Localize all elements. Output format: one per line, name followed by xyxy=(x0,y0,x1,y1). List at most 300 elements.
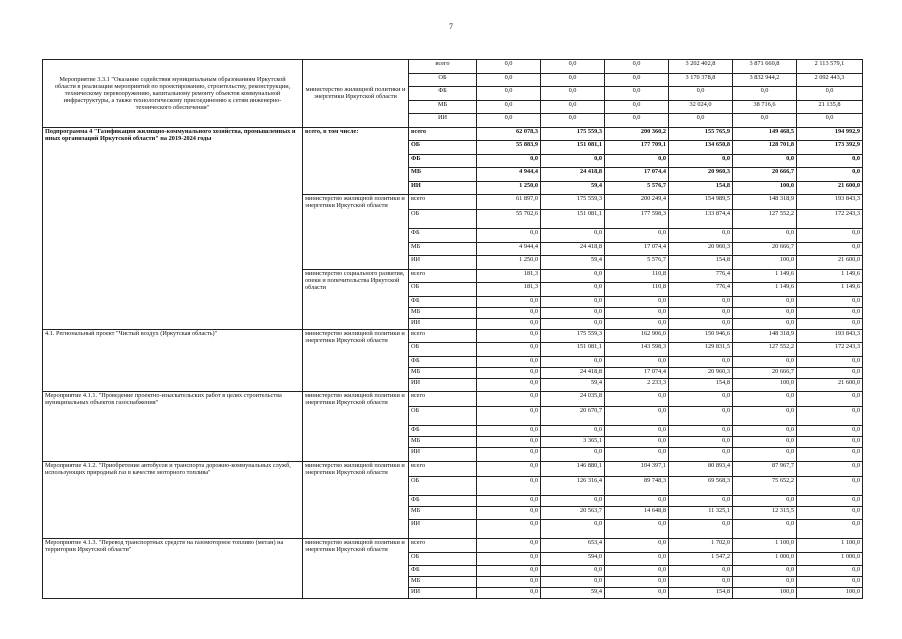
measure-name-cell: Мероприятие 4.1.1. "Проведение проектно-изыскательских работ в целях строительства муниципальных объектов газоснабжения" xyxy=(43,392,303,462)
funding-source-cell: ИИ xyxy=(409,181,477,195)
amount-cell: 134 650,8 xyxy=(669,141,733,155)
amount-cell: 0,0 xyxy=(605,307,669,318)
funding-source-cell: ИИ xyxy=(409,256,477,270)
amount-cell: 776,4 xyxy=(669,283,733,297)
amount-cell: 0,0 xyxy=(541,520,605,539)
amount-cell: 154,8 xyxy=(669,256,733,270)
amount-cell: 0,0 xyxy=(605,114,669,128)
amount-cell: 0,0 xyxy=(797,87,863,101)
amount-cell: 0,0 xyxy=(477,448,541,462)
amount-cell: 0,0 xyxy=(669,356,733,367)
amount-cell: 0,0 xyxy=(605,520,669,539)
amount-cell: 0,0 xyxy=(541,114,605,128)
amount-cell: 20 960,3 xyxy=(669,367,733,378)
amount-cell: 20 666,7 xyxy=(733,168,797,182)
amount-cell: 0,0 xyxy=(605,60,669,74)
amount-cell: 0,0 xyxy=(541,100,605,114)
amount-cell: 0,0 xyxy=(477,577,541,588)
amount-cell: 0,0 xyxy=(477,566,541,577)
amount-cell: 100,0 xyxy=(797,588,863,599)
amount-cell: 0,0 xyxy=(541,307,605,318)
measure-name-cell: Мероприятие 4.1.3. "Перевод транспортных средств на газомоторное топливо (метан) на территории Иркутской области" xyxy=(43,539,303,599)
amount-cell: 148 318,9 xyxy=(733,329,797,343)
amount-cell: 21 135,8 xyxy=(797,100,863,114)
amount-cell: 1 100,0 xyxy=(733,539,797,553)
amount-cell: 193 843,3 xyxy=(797,329,863,343)
amount-cell: 89 748,3 xyxy=(605,476,669,495)
amount-cell: 0,0 xyxy=(477,87,541,101)
amount-cell: 1 250,0 xyxy=(477,181,541,195)
funding-source-cell: ФБ xyxy=(409,495,477,506)
amount-cell: 0,0 xyxy=(477,539,541,553)
amount-cell: 172 243,3 xyxy=(797,343,863,357)
amount-cell: 181,3 xyxy=(477,269,541,283)
measure-name-cell: Мероприятие 4.1.2. "Приобретение автобусов и транспорта дорожно-коммунальных служб, использующих природный газ в качестве моторного топлива" xyxy=(43,461,303,539)
executor-cell: министерство жилищной политики и энергетики Иркутской области xyxy=(303,329,409,392)
amount-cell: 0,0 xyxy=(605,552,669,566)
funding-source-cell: ИИ xyxy=(409,378,477,392)
amount-cell: 0,0 xyxy=(477,495,541,506)
amount-cell: 0,0 xyxy=(733,520,797,539)
amount-cell: 0,0 xyxy=(541,87,605,101)
amount-cell: 154 989,5 xyxy=(669,195,733,210)
table-row xyxy=(43,127,863,141)
amount-cell: 1 149,6 xyxy=(797,283,863,297)
funding-source-cell: МБ xyxy=(409,242,477,256)
funding-source-cell: всего xyxy=(409,127,477,141)
amount-cell: 0,0 xyxy=(669,87,733,101)
amount-cell: 80 893,4 xyxy=(669,461,733,476)
amount-cell: 0,0 xyxy=(541,577,605,588)
amount-cell: 0,0 xyxy=(605,426,669,437)
amount-cell: 0,0 xyxy=(477,552,541,566)
subprogram-name-cell: Подпрограмма 4 "Газификация жилищно-коммунального хозяйства, промышленных и иных организаций Иркутской области" на 2019-2024 годы xyxy=(43,127,303,329)
table-row xyxy=(43,461,863,476)
amount-cell: 0,0 xyxy=(541,269,605,283)
amount-cell: 200 360,2 xyxy=(605,127,669,141)
amount-cell: 0,0 xyxy=(477,318,541,329)
amount-cell: 4 944,4 xyxy=(477,242,541,256)
measure-name-cell: Мероприятие 3.3.1 "Оказание содействия муниципальным образованиям Иркутской области в реализации мероприятий по проектированию, строительству, реконструкции, техническому перевооружению, капитальному ремонту объектов коммунальной инфраструктуры, а также технологическому присоединению к сетям инженерно-технического обеспечения" xyxy=(43,60,303,128)
amount-cell: 0,0 xyxy=(477,437,541,448)
amount-cell: 175 559,3 xyxy=(541,195,605,210)
amount-cell: 0,0 xyxy=(797,229,863,243)
amount-cell: 0,0 xyxy=(477,296,541,307)
amount-cell: 0,0 xyxy=(541,229,605,243)
amount-cell: 20 670,7 xyxy=(541,407,605,426)
amount-cell: 0,0 xyxy=(477,378,541,392)
funding-source-cell: ФБ xyxy=(409,356,477,367)
amount-cell: 0,0 xyxy=(477,154,541,168)
funding-source-cell: МБ xyxy=(409,506,477,520)
amount-cell: 1 702,0 xyxy=(669,539,733,553)
amount-cell: 55 883,9 xyxy=(477,141,541,155)
amount-cell: 0,0 xyxy=(669,407,733,426)
amount-cell: 11 325,1 xyxy=(669,506,733,520)
amount-cell: 3 832 944,2 xyxy=(733,73,797,87)
amount-cell: 0,0 xyxy=(477,520,541,539)
amount-cell: 24 418,8 xyxy=(541,168,605,182)
amount-cell: 5 576,7 xyxy=(605,181,669,195)
amount-cell: 5 576,7 xyxy=(605,256,669,270)
amount-cell: 1 547,2 xyxy=(669,552,733,566)
funding-source-cell: ФБ xyxy=(409,296,477,307)
amount-cell: 129 831,5 xyxy=(669,343,733,357)
amount-cell: 0,0 xyxy=(733,566,797,577)
amount-cell: 0,0 xyxy=(797,448,863,462)
amount-cell: 1 149,6 xyxy=(733,269,797,283)
amount-cell: 2 113 579,1 xyxy=(797,60,863,74)
amount-cell: 154,8 xyxy=(669,378,733,392)
amount-cell: 0,0 xyxy=(733,426,797,437)
amount-cell: 0,0 xyxy=(669,307,733,318)
amount-cell: 1 000,0 xyxy=(733,552,797,566)
amount-cell: 594,0 xyxy=(541,552,605,566)
funding-source-cell: ФБ xyxy=(409,566,477,577)
amount-cell: 14 648,8 xyxy=(605,506,669,520)
amount-cell: 0,0 xyxy=(541,283,605,297)
amount-cell: 181,3 xyxy=(477,283,541,297)
amount-cell: 0,0 xyxy=(733,114,797,128)
amount-cell: 0,0 xyxy=(797,168,863,182)
amount-cell: 20 960,3 xyxy=(669,242,733,256)
amount-cell: 154,8 xyxy=(669,181,733,195)
amount-cell: 0,0 xyxy=(669,577,733,588)
amount-cell: 143 598,3 xyxy=(605,343,669,357)
amount-cell: 0,0 xyxy=(797,367,863,378)
amount-cell: 0,0 xyxy=(797,114,863,128)
amount-cell: 151 081,1 xyxy=(541,210,605,229)
amount-cell: 32 024,0 xyxy=(669,100,733,114)
amount-cell: 151 081,1 xyxy=(541,343,605,357)
amount-cell: 21 600,0 xyxy=(797,256,863,270)
amount-cell: 0,0 xyxy=(669,426,733,437)
amount-cell: 0,0 xyxy=(797,566,863,577)
amount-cell: 0,0 xyxy=(477,588,541,599)
amount-cell: 1 000,0 xyxy=(797,552,863,566)
amount-cell: 3 170 378,8 xyxy=(669,73,733,87)
amount-cell: 200 249,4 xyxy=(605,195,669,210)
executor-cell: министерство социального развития, опеки и попечительства Иркутской области xyxy=(303,269,409,329)
amount-cell: 59,4 xyxy=(541,181,605,195)
amount-cell: 162 906,0 xyxy=(605,329,669,343)
amount-cell: 3 365,1 xyxy=(541,437,605,448)
amount-cell: 0,0 xyxy=(797,318,863,329)
amount-cell: 0,0 xyxy=(669,520,733,539)
amount-cell: 0,0 xyxy=(669,392,733,407)
amount-cell: 194 992,9 xyxy=(797,127,863,141)
amount-cell: 177 598,3 xyxy=(605,210,669,229)
amount-cell: 0,0 xyxy=(541,296,605,307)
amount-cell: 0,0 xyxy=(669,114,733,128)
amount-cell: 38 716,6 xyxy=(733,100,797,114)
budget-table xyxy=(42,59,863,599)
funding-source-cell: МБ xyxy=(409,307,477,318)
funding-source-cell: ИИ xyxy=(409,114,477,128)
amount-cell: 0,0 xyxy=(797,426,863,437)
executor-total-cell: всего, в том числе: xyxy=(303,127,409,195)
funding-source-cell: ФБ xyxy=(409,426,477,437)
amount-cell: 2 092 443,3 xyxy=(797,73,863,87)
amount-cell: 0,0 xyxy=(733,229,797,243)
amount-cell: 0,0 xyxy=(605,100,669,114)
funding-source-cell: МБ xyxy=(409,168,477,182)
amount-cell: 0,0 xyxy=(733,407,797,426)
funding-source-cell: МБ xyxy=(409,577,477,588)
funding-source-cell: всего xyxy=(409,392,477,407)
amount-cell: 776,4 xyxy=(669,269,733,283)
amount-cell: 0,0 xyxy=(541,448,605,462)
amount-cell: 0,0 xyxy=(797,520,863,539)
amount-cell: 0,0 xyxy=(733,356,797,367)
amount-cell: 0,0 xyxy=(733,577,797,588)
amount-cell: 126 316,4 xyxy=(541,476,605,495)
amount-cell: 151 081,1 xyxy=(541,141,605,155)
amount-cell: 4 944,4 xyxy=(477,168,541,182)
amount-cell: 0,0 xyxy=(541,60,605,74)
funding-source-cell: всего xyxy=(409,461,477,476)
amount-cell: 0,0 xyxy=(605,87,669,101)
amount-cell: 175 559,3 xyxy=(541,329,605,343)
funding-source-cell: ОБ xyxy=(409,407,477,426)
amount-cell: 175 559,3 xyxy=(541,127,605,141)
amount-cell: 24 035,8 xyxy=(541,392,605,407)
amount-cell: 0,0 xyxy=(541,73,605,87)
funding-source-cell: ИИ xyxy=(409,588,477,599)
amount-cell: 0,0 xyxy=(477,73,541,87)
funding-source-cell: всего xyxy=(409,329,477,343)
amount-cell: 20 960,3 xyxy=(669,168,733,182)
amount-cell: 59,4 xyxy=(541,378,605,392)
amount-cell: 0,0 xyxy=(797,154,863,168)
amount-cell: 59,4 xyxy=(541,256,605,270)
funding-source-cell: ФБ xyxy=(409,229,477,243)
amount-cell: 0,0 xyxy=(669,318,733,329)
amount-cell: 0,0 xyxy=(605,73,669,87)
measure-name-cell: 4.1. Региональный проект "Чистый воздух (Иркутская область)" xyxy=(43,329,303,392)
amount-cell: 0,0 xyxy=(797,407,863,426)
amount-cell: 17 074,4 xyxy=(605,367,669,378)
amount-cell: 1 100,0 xyxy=(797,539,863,553)
amount-cell: 0,0 xyxy=(605,437,669,448)
amount-cell: 0,0 xyxy=(477,407,541,426)
executor-cell: министерство жилищной политики и энергетики Иркутской области xyxy=(303,392,409,462)
amount-cell: 0,0 xyxy=(797,296,863,307)
funding-source-cell: ОБ xyxy=(409,73,477,87)
amount-cell: 0,0 xyxy=(541,495,605,506)
amount-cell: 104 397,1 xyxy=(605,461,669,476)
amount-cell: 75 652,2 xyxy=(733,476,797,495)
amount-cell: 0,0 xyxy=(669,154,733,168)
amount-cell: 0,0 xyxy=(477,343,541,357)
amount-cell: 0,0 xyxy=(669,437,733,448)
amount-cell: 148 318,9 xyxy=(733,195,797,210)
amount-cell: 0,0 xyxy=(733,437,797,448)
amount-cell: 149 468,5 xyxy=(733,127,797,141)
amount-cell: 24 418,8 xyxy=(541,242,605,256)
amount-cell: 0,0 xyxy=(797,242,863,256)
funding-source-cell: всего xyxy=(409,539,477,553)
amount-cell: 0,0 xyxy=(733,296,797,307)
amount-cell: 0,0 xyxy=(797,476,863,495)
funding-source-cell: МБ xyxy=(409,100,477,114)
amount-cell: 177 709,1 xyxy=(605,141,669,155)
amount-cell: 0,0 xyxy=(733,448,797,462)
executor-cell: министерство жилищной политики и энергетики Иркутской области xyxy=(303,195,409,270)
amount-cell: 55 702,6 xyxy=(477,210,541,229)
amount-cell: 0,0 xyxy=(605,392,669,407)
amount-cell: 146 880,1 xyxy=(541,461,605,476)
funding-source-cell: всего xyxy=(409,195,477,210)
amount-cell: 0,0 xyxy=(605,356,669,367)
funding-source-cell: ОБ xyxy=(409,283,477,297)
amount-cell: 0,0 xyxy=(477,114,541,128)
amount-cell: 59,4 xyxy=(541,588,605,599)
amount-cell: 0,0 xyxy=(541,318,605,329)
amount-cell: 0,0 xyxy=(605,296,669,307)
amount-cell: 0,0 xyxy=(733,307,797,318)
amount-cell: 12 315,5 xyxy=(733,506,797,520)
executor-cell: министерство жилищной политики и энергетики Иркутской области xyxy=(303,539,409,599)
budget-table-body xyxy=(43,60,863,599)
amount-cell: 0,0 xyxy=(733,154,797,168)
amount-cell: 0,0 xyxy=(605,229,669,243)
amount-cell: 0,0 xyxy=(477,60,541,74)
table-row xyxy=(43,60,863,74)
page-number: 7 xyxy=(449,22,453,31)
amount-cell: 0,0 xyxy=(541,566,605,577)
amount-cell: 0,0 xyxy=(669,448,733,462)
amount-cell: 127 552,2 xyxy=(733,343,797,357)
amount-cell: 0,0 xyxy=(669,229,733,243)
amount-cell: 0,0 xyxy=(541,356,605,367)
funding-source-cell: ОБ xyxy=(409,476,477,495)
funding-source-cell: ОБ xyxy=(409,552,477,566)
funding-source-cell: МБ xyxy=(409,437,477,448)
table-row xyxy=(43,329,863,343)
funding-source-cell: ФБ xyxy=(409,154,477,168)
amount-cell: 3 871 660,8 xyxy=(733,60,797,74)
amount-cell: 100,0 xyxy=(733,378,797,392)
amount-cell: 17 074,4 xyxy=(605,242,669,256)
amount-cell: 0,0 xyxy=(605,539,669,553)
amount-cell: 0,0 xyxy=(669,495,733,506)
amount-cell: 0,0 xyxy=(733,87,797,101)
amount-cell: 0,0 xyxy=(477,476,541,495)
amount-cell: 0,0 xyxy=(477,506,541,520)
amount-cell: 100,0 xyxy=(733,181,797,195)
funding-source-cell: ОБ xyxy=(409,343,477,357)
executor-cell: министерство жилищной политики и энергетики Иркутской области xyxy=(303,461,409,539)
amount-cell: 20 666,7 xyxy=(733,242,797,256)
amount-cell: 1 250,0 xyxy=(477,256,541,270)
funding-source-cell: ОБ xyxy=(409,141,477,155)
amount-cell: 0,0 xyxy=(605,495,669,506)
amount-cell: 20 563,7 xyxy=(541,506,605,520)
amount-cell: 0,0 xyxy=(605,588,669,599)
amount-cell: 0,0 xyxy=(477,307,541,318)
amount-cell: 193 843,3 xyxy=(797,195,863,210)
funding-source-cell: ОБ xyxy=(409,210,477,229)
amount-cell: 133 874,4 xyxy=(669,210,733,229)
amount-cell: 17 074,4 xyxy=(605,168,669,182)
amount-cell: 0,0 xyxy=(797,506,863,520)
amount-cell: 20 666,7 xyxy=(733,367,797,378)
amount-cell: 87 967,7 xyxy=(733,461,797,476)
amount-cell: 0,0 xyxy=(733,495,797,506)
amount-cell: 100,0 xyxy=(733,588,797,599)
amount-cell: 62 078,3 xyxy=(477,127,541,141)
funding-source-cell: всего xyxy=(409,269,477,283)
amount-cell: 0,0 xyxy=(477,356,541,367)
executor-cell: министерство жилищной политики и энергетики Иркутской области xyxy=(303,60,409,128)
amount-cell: 0,0 xyxy=(797,356,863,367)
amount-cell: 0,0 xyxy=(797,577,863,588)
amount-cell: 0,0 xyxy=(477,329,541,343)
amount-cell: 154,8 xyxy=(669,588,733,599)
amount-cell: 0,0 xyxy=(797,392,863,407)
amount-cell: 172 243,3 xyxy=(797,210,863,229)
table-row xyxy=(43,539,863,553)
amount-cell: 0,0 xyxy=(733,318,797,329)
amount-cell: 0,0 xyxy=(541,154,605,168)
funding-source-cell: ИИ xyxy=(409,520,477,539)
amount-cell: 0,0 xyxy=(477,100,541,114)
amount-cell: 24 418,8 xyxy=(541,367,605,378)
amount-cell: 110,8 xyxy=(605,283,669,297)
amount-cell: 128 701,8 xyxy=(733,141,797,155)
amount-cell: 61 897,0 xyxy=(477,195,541,210)
amount-cell: 100,0 xyxy=(733,256,797,270)
amount-cell: 1 149,6 xyxy=(733,283,797,297)
amount-cell: 653,4 xyxy=(541,539,605,553)
amount-cell: 0,0 xyxy=(605,577,669,588)
funding-source-cell: ИИ xyxy=(409,318,477,329)
amount-cell: 0,0 xyxy=(605,154,669,168)
amount-cell: 3 202 402,8 xyxy=(669,60,733,74)
amount-cell: 0,0 xyxy=(797,495,863,506)
amount-cell: 0,0 xyxy=(605,448,669,462)
amount-cell: 0,0 xyxy=(797,437,863,448)
funding-source-cell: ИИ xyxy=(409,448,477,462)
amount-cell: 21 600,0 xyxy=(797,181,863,195)
amount-cell: 0,0 xyxy=(477,229,541,243)
amount-cell: 155 765,9 xyxy=(669,127,733,141)
funding-source-cell: всего xyxy=(409,60,477,74)
amount-cell: 0,0 xyxy=(797,307,863,318)
amount-cell: 0,0 xyxy=(477,426,541,437)
amount-cell: 0,0 xyxy=(733,392,797,407)
amount-cell: 0,0 xyxy=(541,426,605,437)
amount-cell: 0,0 xyxy=(605,566,669,577)
amount-cell: 0,0 xyxy=(477,461,541,476)
amount-cell: 0,0 xyxy=(477,392,541,407)
amount-cell: 0,0 xyxy=(669,296,733,307)
amount-cell: 0,0 xyxy=(477,367,541,378)
amount-cell: 2 233,3 xyxy=(605,378,669,392)
funding-source-cell: ФБ xyxy=(409,87,477,101)
amount-cell: 110,8 xyxy=(605,269,669,283)
amount-cell: 173 392,9 xyxy=(797,141,863,155)
amount-cell: 0,0 xyxy=(797,461,863,476)
amount-cell: 0,0 xyxy=(669,566,733,577)
amount-cell: 0,0 xyxy=(605,318,669,329)
amount-cell: 1 149,6 xyxy=(797,269,863,283)
funding-source-cell: МБ xyxy=(409,367,477,378)
amount-cell: 150 946,6 xyxy=(669,329,733,343)
amount-cell: 21 600,0 xyxy=(797,378,863,392)
amount-cell: 69 568,3 xyxy=(669,476,733,495)
